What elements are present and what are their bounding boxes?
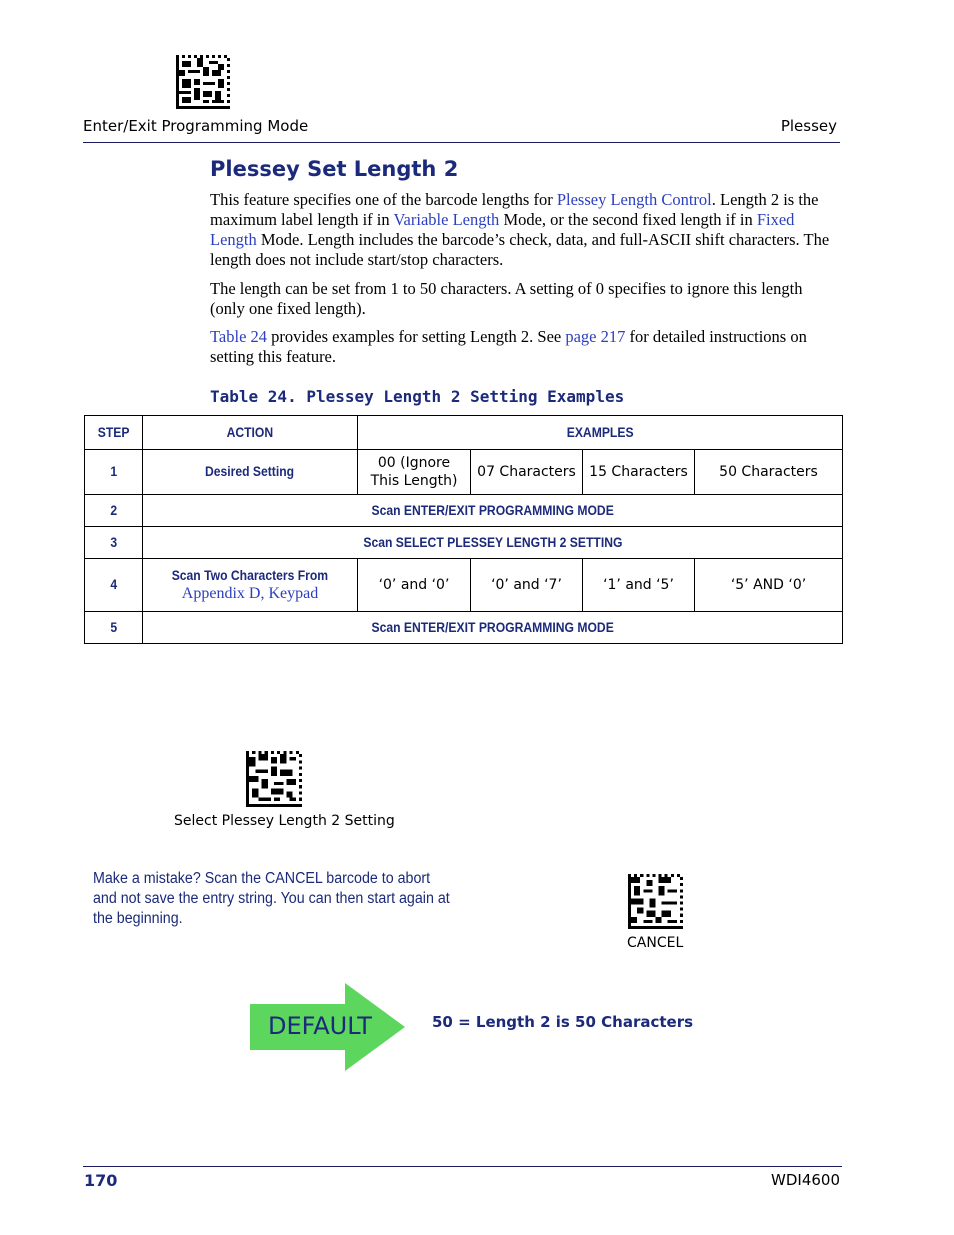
section-title: Plessey Set Length 2: [210, 157, 459, 181]
example-cell: ‘0’ and ‘0’: [358, 559, 471, 612]
step-cell: 5: [85, 612, 143, 644]
table-header-row: [85, 416, 843, 450]
action-cell: Desired Setting: [143, 450, 358, 495]
table-row: [85, 450, 843, 495]
step-cell: 2: [85, 495, 143, 527]
example-cell: 15 Characters: [583, 450, 695, 495]
action-text: Scan Two Characters From: [171, 568, 329, 583]
footer-rule: [83, 1166, 842, 1167]
mistake-note: Make a mistake? Scan the CANCEL barcode to abort and not save the entry string. You can then start again at the beginning.: [93, 870, 450, 927]
step-cell: 3: [85, 527, 143, 559]
select-length-2-caption: Select Plessey Length 2 Setting: [174, 813, 395, 829]
para1-text-1: This feature specifies one of the barcode lengths for: [210, 190, 557, 209]
para1-text-2: . Length 2 is the maximum label length if in: [210, 190, 819, 229]
table-row: [85, 559, 843, 612]
plessey-length-control-link[interactable]: Plessey Length Control: [556, 190, 712, 209]
step-cell: 1: [85, 450, 143, 495]
example-cell: 50 Characters: [695, 450, 843, 495]
default-arrow: [250, 983, 405, 1071]
header-rule: [83, 142, 840, 143]
variable-length-link[interactable]: Variable Length: [393, 210, 500, 229]
action-cell: [143, 559, 358, 612]
cancel-barcode[interactable]: [628, 874, 683, 929]
para1-text-3: Mode, or the second fixed length if in: [499, 210, 757, 229]
cancel-caption: CANCEL: [627, 935, 684, 951]
paragraph-3: [210, 327, 840, 367]
settings-table: [84, 415, 843, 644]
action-cell: Scan ENTER/EXIT PROGRAMMING MODE: [143, 495, 843, 527]
example-cell: 00 (Ignore This Length): [358, 450, 471, 495]
header-step: STEP: [85, 416, 143, 450]
action-cell: Scan ENTER/EXIT PROGRAMMING MODE: [143, 612, 843, 644]
select-length-2-barcode[interactable]: [246, 751, 302, 807]
default-label: DEFAULT: [268, 1012, 372, 1040]
example-cell: ‘0’ and ‘7’: [471, 559, 583, 612]
step-cell: 4: [85, 559, 143, 612]
page-number: 170: [84, 1171, 118, 1190]
product-model: WDI4600: [771, 1171, 840, 1189]
fixed-length-link[interactable]: Fixed Length: [210, 210, 795, 249]
table-row: [85, 612, 843, 644]
paragraph-1: [210, 190, 840, 270]
paragraph-2: The length can be set from 1 to 50 characters. A setting of 0 specifies to ignore this length (only one fixed length).: [210, 279, 803, 318]
example-cell: ‘5’ AND ‘0’: [695, 559, 843, 612]
example-cell: ‘1’ and ‘5’: [583, 559, 695, 612]
header-examples: EXAMPLES: [358, 416, 843, 450]
table-24-link[interactable]: Table 24: [210, 327, 268, 346]
page-217-link[interactable]: page 217: [565, 327, 626, 346]
default-description: 50 = Length 2 is 50 Characters: [432, 1013, 694, 1031]
header-right: Plessey: [780, 117, 837, 135]
table-row: [85, 495, 843, 527]
appendix-d-keypad-link[interactable]: Appendix D, Keypad: [181, 585, 319, 602]
enter-exit-barcode: [176, 55, 230, 109]
table-caption: Table 24. Plessey Length 2 Setting Examples: [210, 387, 625, 406]
table-row: [85, 527, 843, 559]
para3-text-2: for detailed instructions on setting this feature.: [210, 327, 807, 366]
para3-text-1: provides examples for setting Length 2. See: [267, 327, 566, 346]
para1-text-4: Mode. Length includes the barcode’s check, data, and full-ASCII shift characters. The length does not include start/stop characters.: [210, 230, 830, 269]
header-left: Enter/Exit Programming Mode: [83, 117, 309, 135]
example-cell: 07 Characters: [471, 450, 583, 495]
header-action: ACTION: [143, 416, 358, 450]
action-cell: Scan SELECT PLESSEY LENGTH 2 SETTING: [143, 527, 843, 559]
